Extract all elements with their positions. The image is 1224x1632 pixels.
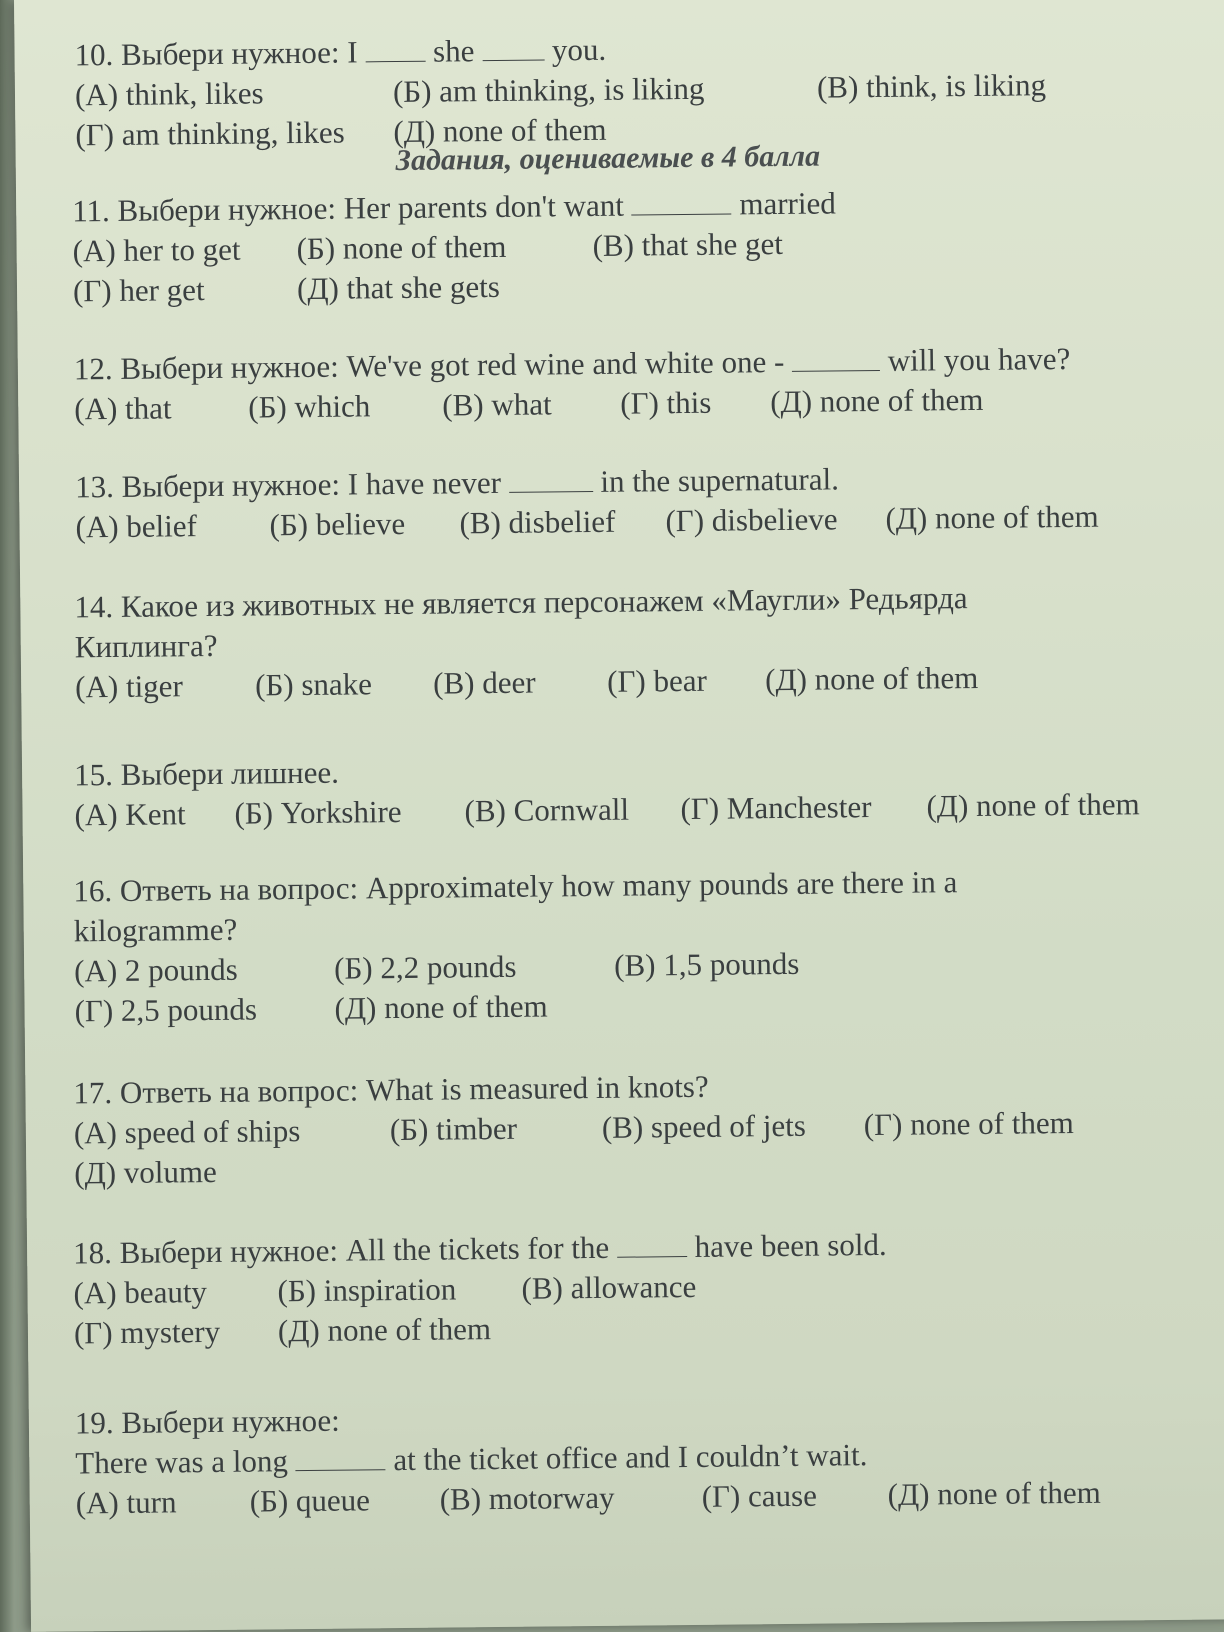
option-v: (B) 1,5 pounds bbox=[613, 945, 800, 983]
option-g: (Г) 2,5 pounds bbox=[74, 991, 258, 1029]
question-10 bbox=[74, 24, 1175, 156]
question-13-label: 13. Выбери нужное: I have never bbox=[74, 464, 502, 505]
option-d: (Д) none of them bbox=[770, 381, 984, 420]
option-d: (Д) none of them bbox=[885, 498, 1099, 536]
table-surface bbox=[0, 0, 14, 1632]
question-12-label: 12. Выбери нужное: We've got red wine and white one - bbox=[73, 343, 785, 387]
question-10-label: 10. Выбери нужное: I bbox=[74, 34, 358, 73]
question-11-end: married bbox=[739, 185, 836, 222]
option-a: (A) tiger bbox=[75, 668, 183, 705]
option-v: (B) Cornwall bbox=[464, 791, 630, 829]
answer-blank bbox=[365, 35, 425, 63]
option-v: (B) that she get bbox=[592, 225, 784, 263]
option-a: (A) turn bbox=[75, 1484, 177, 1521]
option-a: (A) think, likes bbox=[74, 75, 264, 113]
question-18-end: have been sold. bbox=[694, 1226, 887, 1264]
option-a: (A) her to get bbox=[72, 231, 241, 269]
question-13 bbox=[75, 456, 1186, 548]
question-16-line-2: kilogramme? bbox=[73, 911, 238, 949]
option-d: (Д) none of them bbox=[887, 1474, 1101, 1512]
question-14-line-2: Киплинга? bbox=[74, 627, 218, 665]
option-d: (Д) none of them bbox=[334, 988, 548, 1026]
option-v: (B) allowance bbox=[521, 1268, 697, 1306]
question-14 bbox=[74, 576, 1185, 708]
question-12-end: will you have? bbox=[887, 340, 1071, 378]
answer-blank bbox=[482, 33, 544, 61]
option-v: (B) what bbox=[442, 386, 552, 423]
question-12 bbox=[74, 338, 1185, 430]
question-11-label: 11. Выбери нужное: Her parents don't want bbox=[72, 187, 625, 229]
option-g: (Г) am thinking, likes bbox=[75, 114, 345, 153]
option-b: (Б) 2,2 pounds bbox=[333, 948, 517, 986]
option-v: (B) deer bbox=[432, 664, 536, 701]
option-d: (Д) none of them bbox=[277, 1311, 492, 1349]
question-11 bbox=[72, 180, 1173, 312]
question-19-label: 19. Выбери нужное: bbox=[74, 1402, 340, 1441]
option-v: (B) speed of jets bbox=[601, 1107, 807, 1145]
option-g: (Г) mystery bbox=[73, 1313, 221, 1351]
question-18-label: 18. Выбери нужное: All the tickets for the bbox=[72, 1229, 610, 1271]
paper-sheet bbox=[14, 0, 1224, 1632]
option-g: (Г) disbelieve bbox=[665, 501, 838, 539]
question-16 bbox=[73, 860, 1185, 1032]
option-g: (Г) Manchester bbox=[680, 789, 872, 827]
option-b: (Б) inspiration bbox=[277, 1271, 457, 1309]
option-g: (Г) her get bbox=[72, 272, 205, 309]
option-b: (Б) none of them bbox=[296, 228, 507, 267]
option-a: (A) speed of ships bbox=[73, 1113, 301, 1151]
option-g: (Г) cause bbox=[701, 1477, 818, 1514]
option-v: (B) think, is liking bbox=[816, 67, 1047, 105]
answer-blank bbox=[792, 344, 880, 372]
question-16-line-1: 16. Ответь на вопрос: Approximately how many pounds are there in a bbox=[73, 864, 958, 909]
option-v: (B) disbelief bbox=[459, 503, 616, 541]
option-d: (Д) none of them bbox=[764, 659, 979, 698]
section-heading: Задания, оцениваемые в 4 балла bbox=[395, 139, 821, 178]
option-b: (Б) which bbox=[248, 388, 371, 425]
option-d: (Д) none of them bbox=[393, 111, 607, 150]
option-g: (Г) this bbox=[620, 384, 712, 421]
option-a: (A) 2 pounds bbox=[73, 951, 238, 989]
option-g: (Г) bear bbox=[606, 662, 708, 699]
option-d: (Д) volume bbox=[74, 1153, 217, 1191]
option-v: (B) motorway bbox=[439, 1479, 615, 1517]
question-18 bbox=[73, 1222, 1194, 1354]
option-b: (Б) queue bbox=[249, 1482, 371, 1519]
answer-blank bbox=[508, 465, 592, 493]
question-10-mid: she bbox=[432, 33, 475, 69]
option-g: (Г) none of them bbox=[863, 1104, 1074, 1143]
question-10-end: you. bbox=[551, 31, 607, 68]
question-17 bbox=[73, 1062, 1194, 1194]
answer-blank bbox=[617, 1230, 687, 1258]
question-15-label: 15. Выбери лишнее. bbox=[73, 754, 340, 793]
question-19-end: at the ticket office and I couldn’t wait. bbox=[393, 1437, 868, 1478]
answer-blank bbox=[631, 187, 731, 215]
option-b: (Б) timber bbox=[389, 1110, 518, 1148]
question-19 bbox=[75, 1392, 1206, 1524]
question-15 bbox=[74, 743, 1215, 835]
option-b: (Б) Yorkshire bbox=[234, 793, 402, 831]
option-b: (Б) am thinking, is liking bbox=[392, 70, 705, 110]
question-17-label: 17. Ответь на вопрос: What is measured in knots? bbox=[73, 1068, 709, 1111]
option-d: (Д) none of them bbox=[926, 786, 1140, 824]
answer-blank bbox=[296, 1443, 386, 1471]
option-d: (Д) that she gets bbox=[296, 268, 501, 307]
question-14-line-1: 14. Какое из животных не является персонажем «Маугли» Редьярда bbox=[74, 580, 968, 625]
option-b: (Б) believe bbox=[269, 505, 406, 543]
question-13-end: in the supernatural. bbox=[600, 461, 840, 499]
option-a: (A) that bbox=[74, 390, 172, 427]
option-b: (Б) snake bbox=[255, 666, 373, 703]
option-a: (A) belief bbox=[75, 508, 198, 545]
option-a: (A) beauty bbox=[73, 1274, 208, 1311]
option-a: (A) Kent bbox=[74, 796, 186, 833]
question-19-line-2: There was a long bbox=[75, 1443, 289, 1481]
